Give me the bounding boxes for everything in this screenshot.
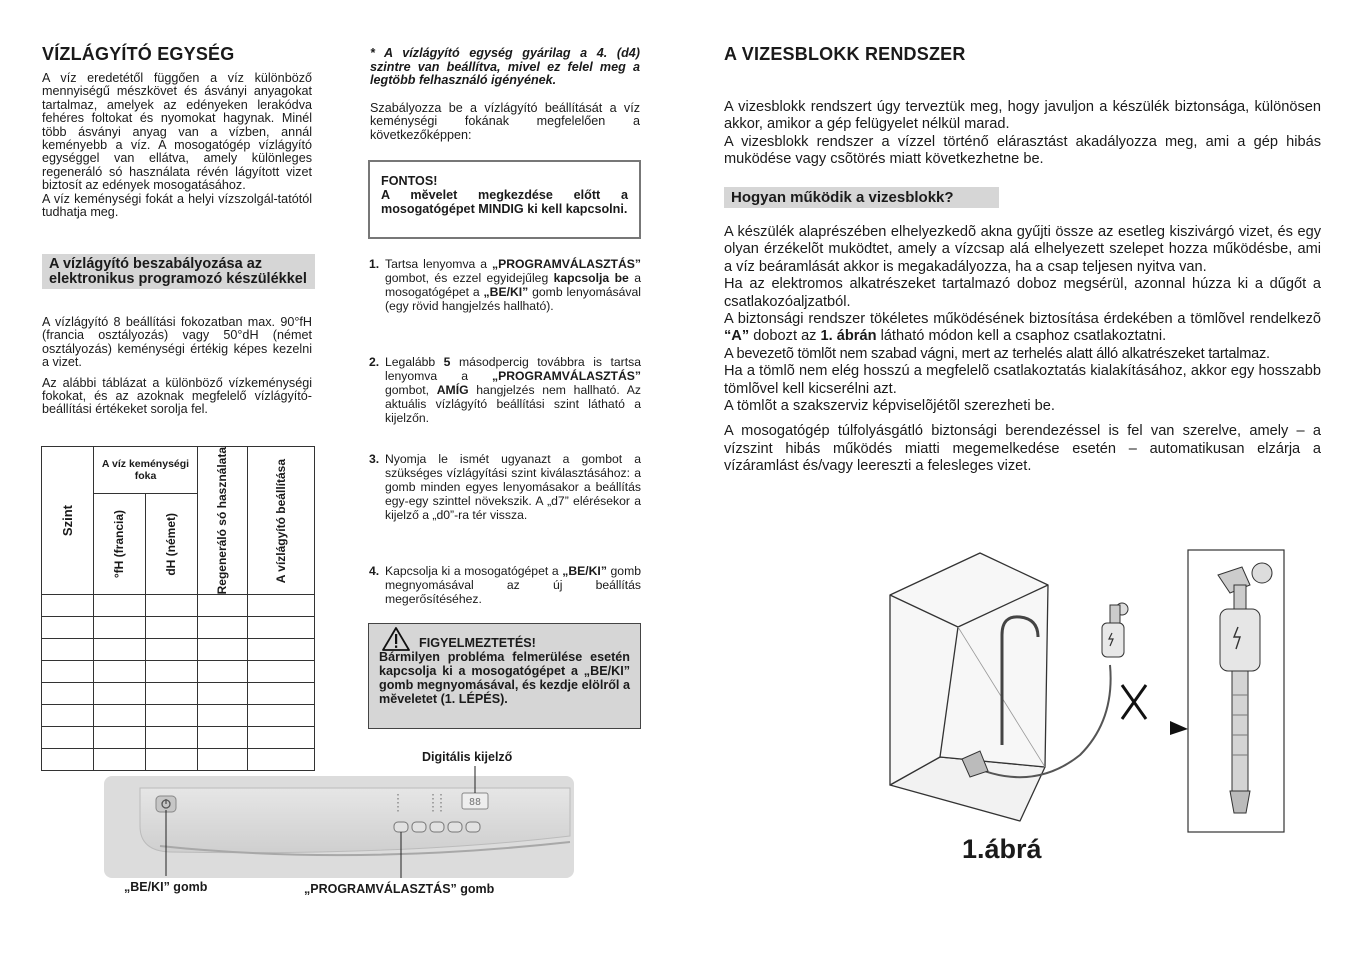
step-2: 2. Legalább 5 másodpercig továbbra is tartsa lenyomva a „PROGRAMVÁLASZTÁS” gombot, AMÍG hangjelzés nem hallható. Az aktuális vízlágyító beállítási szint látható a kijelzőn.	[369, 355, 641, 425]
important-text: A mĕvelet megkezdése előtt a mosogatógépet MINDIG ki kell kapcsolni.	[381, 188, 628, 216]
right-title: A VIZESBLOKK RENDSZER	[724, 44, 966, 64]
step-number: 4.	[369, 564, 380, 578]
step-number: 3.	[369, 452, 380, 466]
col-french-degree: °fH (francia)	[112, 510, 126, 579]
right-intro	[724, 99, 1321, 169]
left-intro-block	[42, 72, 312, 219]
onoff-button-label: „BE/KI” gomb	[124, 880, 208, 894]
right-p3: A készülék alaprészében elhelyezkedõ akna gyűjti össze az esetleg kiszivárgó vizet, és egy olyan érzékelõt muködtet, amely a vízcsap alá elhelyezett szelepet hozza működésbe, ami a víz beáramlását akkor is megakadályozza, ha a csap teljesen nyitva van.	[724, 224, 1321, 275]
hardness-table	[41, 446, 315, 771]
step-number: 1.	[369, 257, 380, 271]
step-3: 3. Nyomja le ismét ugyanazt a gombot a szükséges vízlágyítási szint kiválasztásához: a gomb minden egyes lenyomásakor a beállítás egy-egy szinttel növekszik. A „d7” elérésekor a kijelző a „d0”-ra tér vissza.	[369, 452, 641, 522]
left-para1: A vízlágyító 8 beállítási fokozatban max. 90°fH (francia osztályozás) vagy 50°dH (német osztályozás) keménységi értékig képes kezelni a vizet.	[42, 315, 312, 370]
step-1: 1. Tartsa lenyomva a „PROGRAMVÁLASZTÁS” gombot, és ezzel egyidejűleg kapcsolja be a mosogatógépet a „BE/KI” gomb lenyomásával (egy rövid hangjelzés hallható).	[369, 257, 641, 313]
right-p9: A mosogatógép túlfolyásgátló biztonsági berendezéssel is fel van szerelve, amely – a vízszint hibás működés miatti megemelkedése esetén – automatikusan elzárja a vízáramlást és/vagy leereszti a felesleges vizet.	[724, 423, 1321, 475]
program-button-label: „PROGRAMVÁLASZTÁS” gomb	[304, 882, 495, 896]
left-subheading: A vízlágyító beszabályozása az elektronikus programozó készülékkel	[42, 254, 315, 289]
right-body	[724, 224, 1321, 476]
right-p5: A biztonsági rendszer tökéletes működésének biztosítása érdekében a tömlõvel rendelkezõ “A” dobozt az 1. ábrán látható módon kell a csaphoz csatlakoztatni.	[724, 311, 1321, 345]
important-title: FONTOS!	[381, 174, 438, 188]
warning-icon	[381, 626, 411, 652]
warning-text: Bármilyen probléma felmerülése esetén kapcsolja ki a mosogatógépet a „BE/KI” gomb megnyomásával, és kezdje elölről a mĕveletet (1. LÉPÉS).	[379, 650, 630, 706]
table-row	[42, 617, 315, 639]
right-p1: A vizesblokk rendszert úgy terveztük meg, hogy javuljon a készülék biztonsága, különösen akkor, amikor a gép felügyelet nélkül marad.	[724, 99, 1321, 133]
left-intro2: A víz keménységi fokát a helyi vízszolgál-tatótól tudhatja meg.	[42, 191, 312, 220]
left-title: VÍZLÁGYÍTÓ EGYSÉG	[42, 44, 235, 64]
col-szint: Szint	[60, 505, 75, 537]
left-intro: A víz eredetétől függően a víz különböző mennyiségű mészkövet és ásványi anyagokat tartalmaz, amelyek az edényeken lerakódva fehéres foltokat és nyomokat hagynak. Minél több ásványi anyag van a vízben, annál keményebb a víz. A mosogatógép vízlágyító egységgel van ellátva, amely különleges regeneráló só használata révén lágyított vizet biztosít az edények mosogatásához.	[42, 71, 312, 193]
col-softener-setting: A vízlágyító beállítása	[273, 458, 288, 583]
right-p8: A tömlõt a szakszerviz képviselõjétõl szerezheti be.	[724, 398, 1055, 415]
right-p6: A bevezetõ tömlõt nem szabad vágni, mert az terhelés alatt álló alkatrészeket tartalmaz.	[724, 345, 1270, 362]
left-body	[42, 316, 312, 417]
step-number: 2.	[369, 355, 380, 369]
right-p4: Ha az elektromos alkatrészeket tartalmazó doboz megsérül, azonnal húzza ki a dűgőt a csatlakozóaljzatból.	[724, 276, 1321, 310]
table-row	[42, 705, 315, 727]
warning-title: FIGYELMEZTETÉS!	[419, 636, 536, 650]
figure-label: 1.ábrá	[962, 834, 1042, 864]
display-label: Digitális kijelző	[422, 750, 513, 764]
col-german-degree: dH (német)	[164, 512, 178, 576]
warning-box	[368, 623, 641, 729]
left-para2: Az alábbi táblázat a különböző vízkeménységi fokokat, és az azoknak megfelelő vízlágyító-beállítási értékeket sorolja fel.	[42, 375, 312, 417]
table-row	[42, 639, 315, 661]
right-p7: Ha a tömlõ nem elég hosszú a megfelelõ csatlakoztatás kialakításához, akkor egy hosszabb tömlõvel kell kicserélni azt.	[724, 363, 1321, 397]
col-regenerating-salt: Regeneráló só használata	[215, 447, 229, 595]
factory-note: * A vízlágyító egység gyárilag a 4. (d4) szintre van beállítva, mivel ez felel meg a legtöbb felhasználó igényének.	[370, 46, 640, 88]
right-p2: A vizesblokk rendszer a vízzel történő elárasztást akadályozza meg, ami a gép hibás muködése vagy csõtörés miatt következhetne be.	[724, 133, 1321, 168]
waterblock-illustration	[870, 545, 1290, 845]
middle-intro: Szabályozza be a vízlágyító beállítását a víz keménységi fokának megfelelően a következőképpen:	[370, 101, 640, 142]
important-box	[368, 160, 641, 239]
display-digits: 88	[468, 797, 482, 808]
table-row	[42, 595, 315, 617]
table-row	[42, 683, 315, 705]
table-row	[42, 727, 315, 749]
control-panel-illustration	[100, 766, 580, 882]
col-hardness-group: A víz keménységi foka	[94, 447, 198, 494]
step-4: 4. Kapcsolja ki a mosogatógépet a „BE/KI” gomb megnyomásával az új beállítás megerősítéséhez.	[369, 564, 642, 606]
right-subheading: Hogyan működik a vizesblokk?	[724, 187, 999, 208]
table-row	[42, 661, 315, 683]
